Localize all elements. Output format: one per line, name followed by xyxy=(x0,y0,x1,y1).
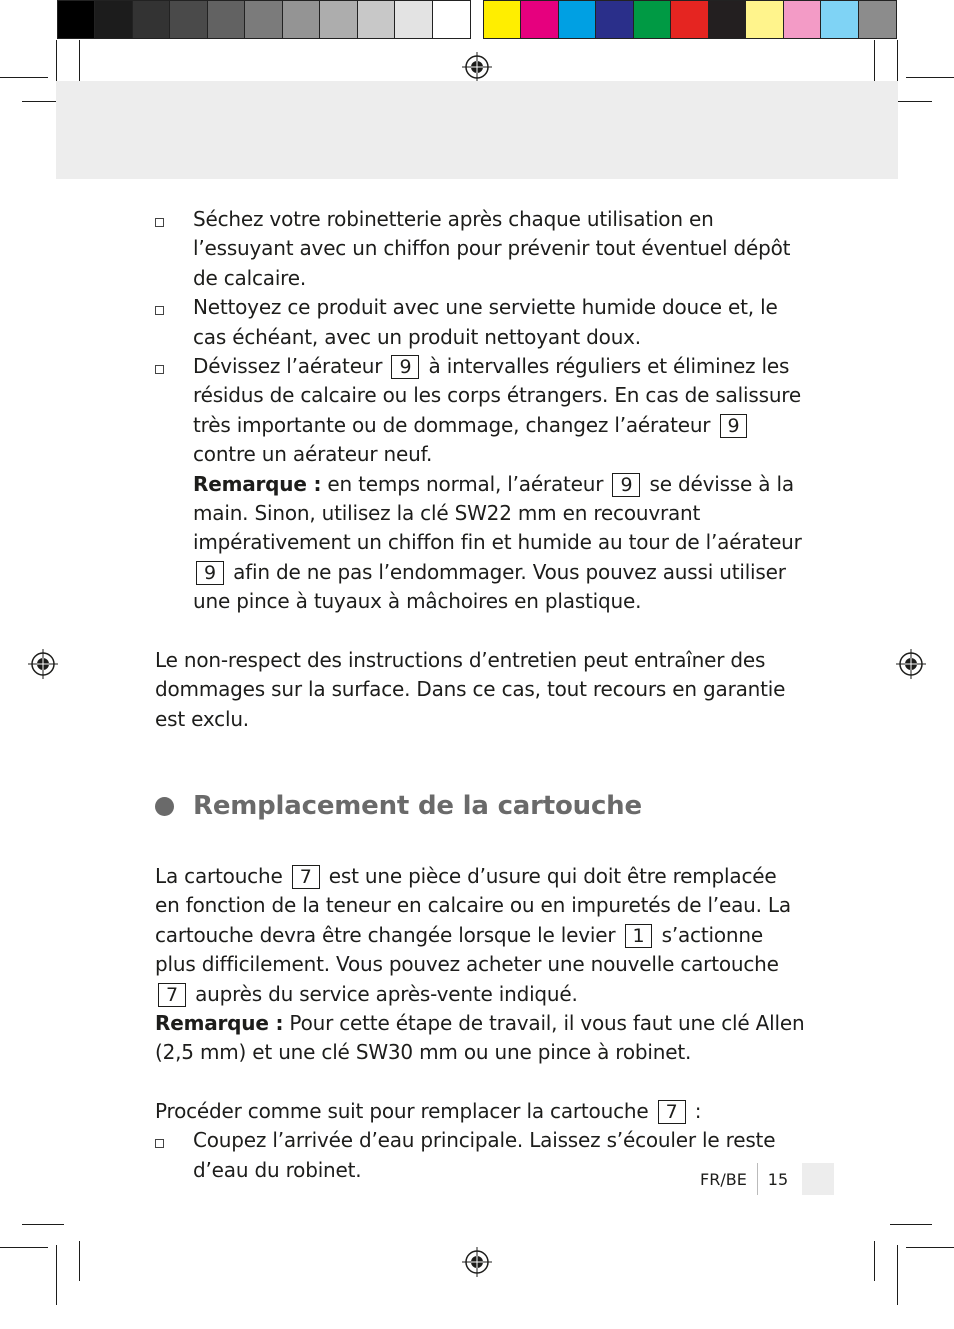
section-heading-text: Remplacement de la cartouche xyxy=(193,790,642,821)
list-item-text: à intervalles réguliers et éliminez les résidus de calcaire ou les corps étrangers. En cas de salissure très importante ou de dommage, changez l’aérateur xyxy=(193,354,801,437)
paragraph xyxy=(155,1097,805,1126)
note-block xyxy=(155,1009,805,1068)
crop-mark xyxy=(874,1241,875,1281)
paragraph-text: Procéder comme suit pour remplacer la cartouche xyxy=(155,1098,649,1123)
list-item xyxy=(155,293,805,352)
note-block xyxy=(155,470,805,617)
footer-divider xyxy=(757,1163,758,1195)
color-swatch xyxy=(283,1,320,38)
paragraph-text: La cartouche xyxy=(155,863,283,888)
crop-mark xyxy=(56,1245,57,1305)
note-text: se dévisse à la main. Sinon, utilisez la clé SW22 mm en recouvrant impérativement un chiffon fin et humide au tour de l’aérateur xyxy=(193,471,802,555)
crop-mark xyxy=(906,77,954,78)
crop-mark xyxy=(890,1224,932,1225)
note-text: en temps normal, l’aérateur xyxy=(327,471,604,496)
list-item xyxy=(155,352,805,470)
registration-mark-icon xyxy=(462,1247,492,1277)
color-swatch xyxy=(859,1,896,38)
list-item-text: contre un aérateur neuf. xyxy=(193,442,433,467)
part-reference-box: 7 xyxy=(658,1100,686,1124)
language-code: FR/BE xyxy=(700,1169,747,1189)
color-swatch-bar-grey xyxy=(57,0,471,39)
color-swatch xyxy=(484,1,521,38)
warning-paragraph: Le non-respect des instructions d’entretien peut entraîner des dommages sur la surface. Dans ce cas, tout recours en garantie est exclu. xyxy=(155,647,786,731)
color-swatch xyxy=(559,1,596,38)
color-swatch xyxy=(320,1,357,38)
color-swatch xyxy=(784,1,821,38)
header-band xyxy=(56,81,898,179)
color-swatch xyxy=(358,1,395,38)
note-label: Remarque : xyxy=(193,471,322,496)
color-swatch-bar-color xyxy=(483,0,897,39)
crop-mark xyxy=(56,40,57,82)
color-swatch xyxy=(671,1,708,38)
checkbox-square-icon xyxy=(155,365,164,374)
color-swatch xyxy=(521,1,558,38)
color-swatch xyxy=(709,1,746,38)
color-swatch xyxy=(746,1,783,38)
list-item-text: Coupez l’arrivée d’eau principale. Laissez s’écouler le reste d’eau du robinet. xyxy=(193,1128,776,1182)
crop-mark xyxy=(897,40,898,82)
checkbox-square-icon xyxy=(155,306,164,315)
paragraph-text: : xyxy=(694,1098,702,1123)
part-reference-box: 9 xyxy=(612,473,640,497)
checkbox-square-icon xyxy=(155,218,164,227)
list-item xyxy=(155,205,805,293)
checkbox-square-icon xyxy=(155,1139,164,1148)
registration-mark-icon xyxy=(462,52,492,82)
bullet-dot-icon xyxy=(155,797,174,816)
paragraph-text: est une pièce d’usure qui doit être remplacée en fonction de la teneur en calcaire ou en impuretés de l’eau. La cartouche devra être changée lorsque le levier xyxy=(155,863,791,947)
registration-mark-icon xyxy=(896,649,926,679)
part-reference-box: 9 xyxy=(196,561,224,585)
list-item-text: Nettoyez ce produit avec une serviette humide douce et, le cas échéant, avec un produit nettoyant doux. xyxy=(193,295,778,349)
part-reference-box: 9 xyxy=(720,414,748,438)
note-text: Pour cette étape de travail, il vous faut une clé Allen (2,5 mm) et une clé SW30 mm ou une pince à robinet. xyxy=(155,1010,805,1065)
part-reference-box: 7 xyxy=(158,983,186,1007)
crop-mark xyxy=(22,1224,64,1225)
part-reference-box: 9 xyxy=(391,355,419,379)
part-reference-box: 1 xyxy=(625,924,653,948)
paragraph-text: s’actionne plus difficilement. Vous pouvez acheter une nouvelle cartouche xyxy=(155,922,779,977)
color-swatch xyxy=(208,1,245,38)
page-number: 15 xyxy=(767,1169,789,1189)
color-swatch xyxy=(170,1,207,38)
page-footer xyxy=(700,1163,834,1195)
crop-mark xyxy=(897,1245,898,1305)
crop-mark xyxy=(0,77,48,78)
color-swatch xyxy=(433,1,470,38)
color-swatch xyxy=(95,1,132,38)
paragraph xyxy=(155,862,805,1009)
list-item-text: Dévissez l’aérateur xyxy=(193,354,383,379)
registration-mark-icon xyxy=(28,649,58,679)
footer-tab-marker xyxy=(802,1163,834,1195)
list-item-text: Séchez votre robinetterie après chaque utilisation en l’essuyant avec un chiffon pour prévenir tout éventuel dépôt de calcaire. xyxy=(193,207,791,290)
page-content xyxy=(155,205,805,1185)
color-swatch xyxy=(58,1,95,38)
color-swatch xyxy=(395,1,432,38)
paragraph-text: auprès du service après-vente indiqué. xyxy=(195,981,578,1006)
color-swatch xyxy=(133,1,170,38)
color-swatch xyxy=(821,1,858,38)
note-text: afin de ne pas l’endommager. Vous pouvez aussi utiliser une pince à tuyaux à mâchoires en plastique. xyxy=(193,559,786,614)
section-heading xyxy=(155,790,805,822)
crop-mark xyxy=(79,1241,80,1281)
color-swatch xyxy=(245,1,282,38)
part-reference-box: 7 xyxy=(292,865,320,889)
color-swatch xyxy=(596,1,633,38)
crop-mark xyxy=(0,1247,48,1248)
color-swatch xyxy=(634,1,671,38)
crop-mark xyxy=(906,1247,954,1248)
note-label: Remarque : xyxy=(155,1010,284,1035)
